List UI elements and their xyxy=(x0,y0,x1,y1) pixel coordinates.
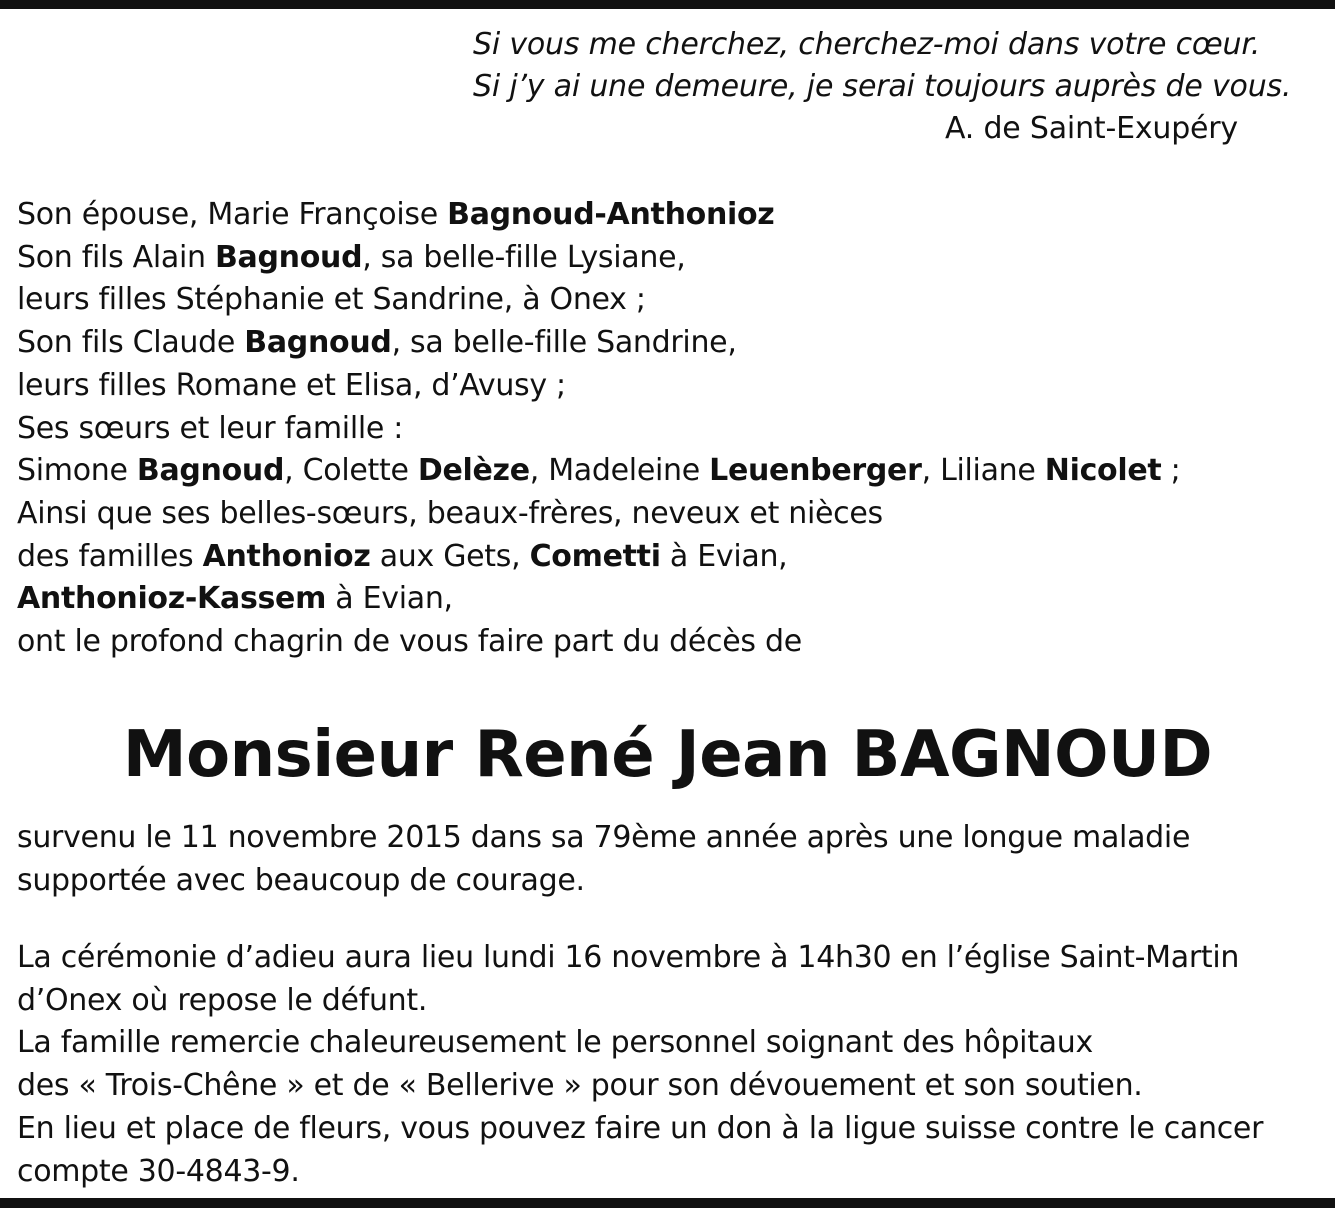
death-line: supportée avec beaucoup de courage. xyxy=(17,862,585,898)
ceremony-line: compte 30-4843-9. xyxy=(17,1153,300,1189)
death-line: survenu le 11 novembre 2015 dans sa 79ème année après une longue maladie xyxy=(17,820,1191,855)
ceremony-line: des « Trois-Chêne » et de « Bellerive » pour son dévouement et son soutien. xyxy=(17,1068,1143,1104)
quote-line: Si vous me cherchez, cherchez-moi dans votre cœur. xyxy=(473,27,1261,62)
ceremony-line: d’Onex où repose le défunt. xyxy=(17,982,428,1018)
ceremony-details xyxy=(17,937,1327,1193)
text-segment: à Evian, xyxy=(660,538,788,574)
text-segment: Simone xyxy=(17,453,137,489)
family-announcement xyxy=(17,194,1327,664)
family-name: Bagnoud xyxy=(244,325,392,361)
family-line xyxy=(17,578,1327,621)
ceremony-line: La cérémonie d’adieu aura lieu lundi 16 novembre à 14h30 en l’église Saint-Martin xyxy=(17,940,1240,975)
family-name: Anthonioz-Kassem xyxy=(17,581,327,617)
ceremony-line: En lieu et place de fleurs, vous pouvez faire un don à la ligue suisse contre le cancer xyxy=(17,1110,1264,1146)
death-details xyxy=(17,817,1327,902)
family-line: Ses sœurs et leur famille : xyxy=(17,410,404,446)
family-line: leurs filles Romane et Elisa, d’Avusy ; xyxy=(17,367,566,403)
family-name: Bagnoud xyxy=(136,453,285,489)
family-line: leurs filles Stéphanie et Sandrine, à Onex ; xyxy=(17,282,646,318)
family-line xyxy=(17,322,1327,365)
deceased-name: Monsieur René Jean BAGNOUD xyxy=(122,718,1213,792)
family-name: Leuenberger xyxy=(709,453,922,489)
quote-author: A. de Saint-Exupéry xyxy=(945,111,1238,146)
family-line: ont le profond chagrin de vous faire part du décès de xyxy=(17,624,802,660)
family-line xyxy=(17,536,1327,579)
family-name: Bagnoud xyxy=(214,239,363,275)
text-segment: Son épouse, Marie Françoise xyxy=(17,197,448,232)
family-line xyxy=(17,194,1327,237)
text-segment: à Evian, xyxy=(326,581,453,617)
family-line xyxy=(17,450,1327,493)
text-segment: des familles xyxy=(17,538,203,574)
text-segment: Son fils Claude xyxy=(17,325,245,361)
family-name: Cometti xyxy=(529,538,661,574)
family-line: Ainsi que ses belles-sœurs, beaux-frères, neveux et nièces xyxy=(17,495,883,531)
text-segment: aux Gets, xyxy=(370,538,530,574)
text-segment: Son fils Alain xyxy=(17,239,215,275)
family-name: Nicolet xyxy=(1044,453,1162,489)
family-name: Anthonioz xyxy=(202,538,371,574)
text-segment: , Colette xyxy=(284,453,418,489)
text-segment: , sa belle-fille Lysiane, xyxy=(362,239,686,275)
epigraph-quote xyxy=(473,24,1323,150)
family-name: Delèze xyxy=(417,453,530,489)
ceremony-line: La famille remercie chaleureusement le personnel soignant des hôpitaux xyxy=(17,1025,1093,1061)
text-segment: , Liliane xyxy=(921,453,1045,489)
text-segment: ; xyxy=(1161,453,1181,489)
quote-line: Si j’y ai une demeure, je serai toujours auprès de vous. xyxy=(473,69,1292,104)
text-segment: , Madeleine xyxy=(529,453,710,489)
bottom-rule xyxy=(0,1198,1335,1208)
family-name: Bagnoud-Anthonioz xyxy=(447,197,775,232)
text-segment: , sa belle-fille Sandrine, xyxy=(391,325,737,361)
top-rule xyxy=(0,0,1335,9)
family-line xyxy=(17,237,1327,280)
